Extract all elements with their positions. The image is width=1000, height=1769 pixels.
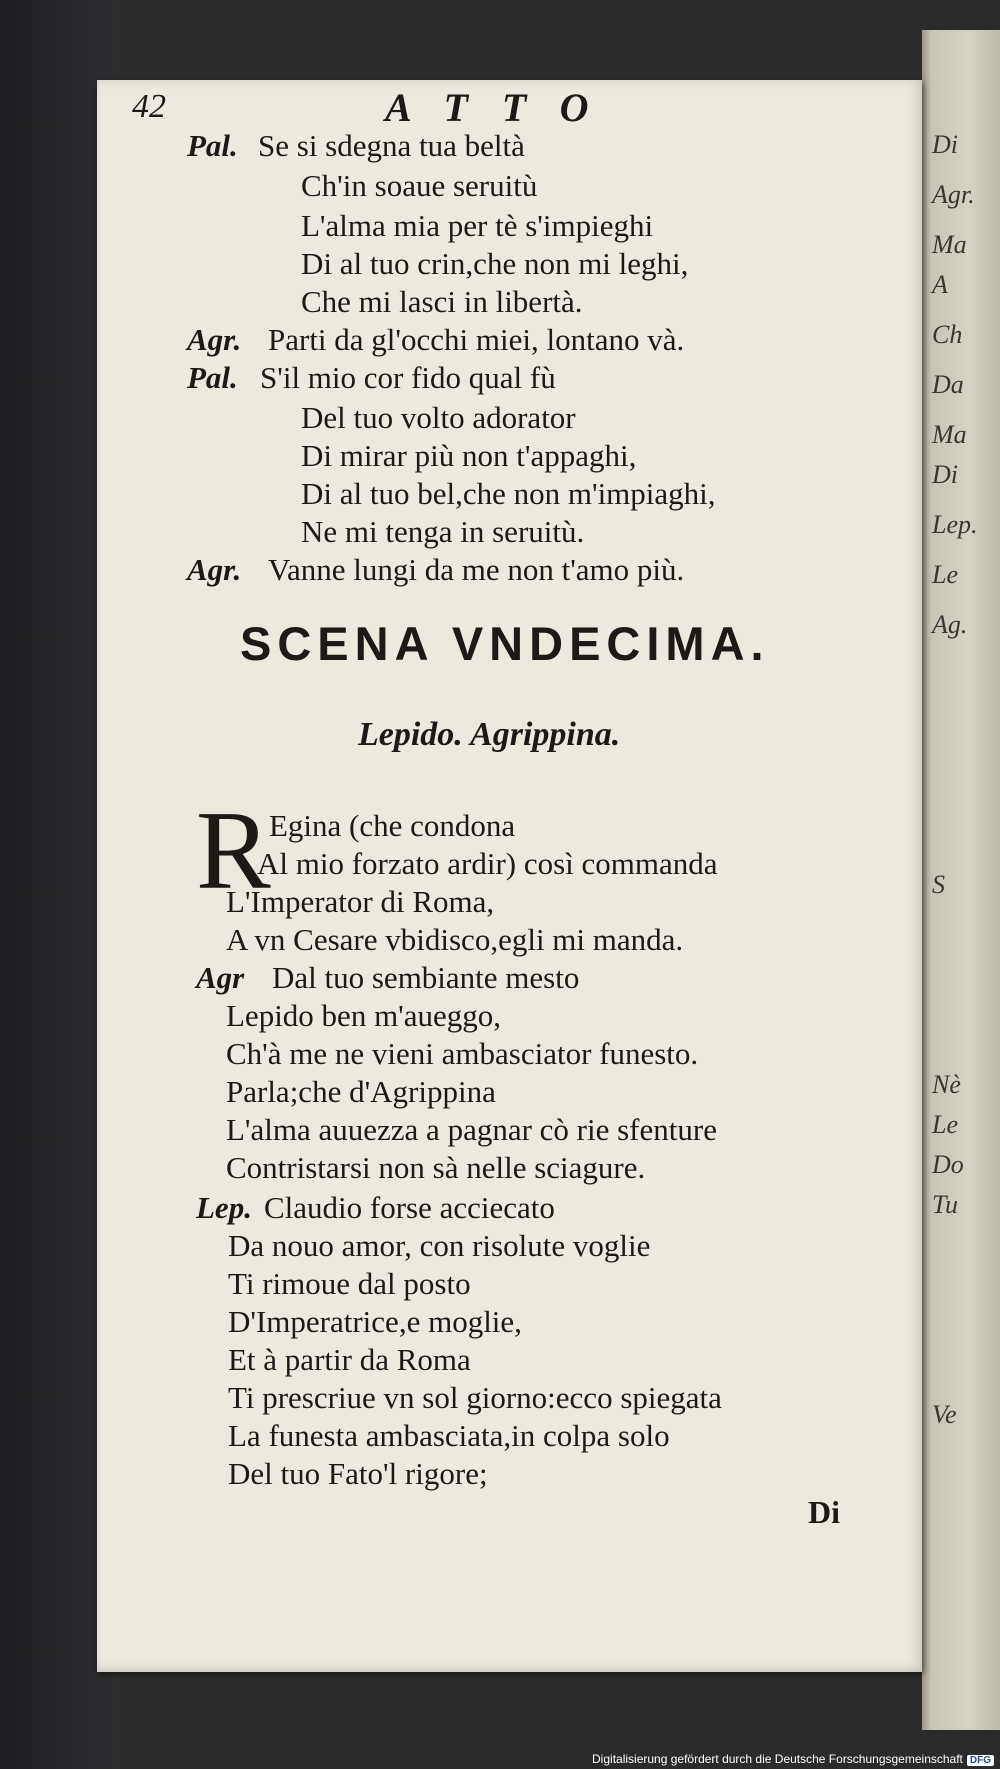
verse-text: Egina (che condona: [269, 808, 516, 843]
verse-text: Claudio forse acciecato: [264, 1190, 555, 1225]
facing-page-fragment: Ma: [932, 230, 967, 259]
facing-page-fragment: Agr.: [932, 180, 975, 209]
speaker-label: Pal.: [187, 360, 238, 395]
page-number: 42: [132, 88, 166, 125]
scene-heading: SCENA VNDECIMA.: [240, 617, 770, 670]
speaker-label: Agr: [196, 960, 245, 995]
speaker-label: Agr.: [187, 552, 242, 587]
facing-page-fragment: Lep.: [932, 510, 978, 539]
verse-text: Ti rimoue dal posto: [228, 1266, 471, 1301]
verse-text: Di al tuo crin,che non mi leghi,: [301, 246, 689, 281]
facing-page-fragment: Ag.: [932, 610, 968, 639]
facing-page-fragment: S: [932, 870, 945, 899]
verse-text: L'alma mia per tè s'impieghi: [301, 208, 654, 243]
verse-text: S'il mio cor fido qual fù: [260, 360, 556, 395]
footer-text: Digitalisierung gefördert durch die Deutsche Forschungsgemeinschaft: [592, 1752, 963, 1766]
facing-page-fragment: Do: [932, 1150, 964, 1179]
verse-text: Ch'in soaue seruitù: [301, 168, 538, 203]
drop-capital: R: [196, 789, 271, 913]
facing-page-fragment: Di: [932, 460, 958, 489]
scene-persons: Lepido. Agrippina.: [358, 716, 621, 753]
verse-text: Vanne lungi da me non t'amo più.: [268, 552, 685, 587]
dfg-logo: DFG: [967, 1755, 994, 1766]
running-head: ATTO: [385, 85, 623, 130]
verse-text: Al mio forzato ardir) così commanda: [257, 846, 718, 881]
speaker-label: Pal.: [187, 128, 238, 163]
verse-text: Di al tuo bel,che non m'impiaghi,: [301, 476, 716, 511]
verse-text: Contristarsi non sà nelle sciagure.: [226, 1150, 646, 1185]
speaker-label: Lep.: [196, 1190, 252, 1225]
verse-text: Se si sdegna tua beltà: [258, 128, 525, 163]
verse-text: La funesta ambasciata,in colpa solo: [228, 1418, 670, 1453]
verse-text: A vn Cesare vbidisco,egli mi manda.: [226, 922, 684, 957]
facing-page-edge: [922, 30, 1000, 1730]
facing-page-fragment: Le: [932, 1110, 958, 1139]
facing-page-fragment: Ma: [932, 420, 967, 449]
verse-text: L'Imperator di Roma,: [226, 884, 495, 919]
facing-page-fragment: Tu: [932, 1190, 959, 1219]
facing-page-fragment: Le: [932, 560, 958, 589]
verse-text: Et à partir da Roma: [228, 1342, 471, 1377]
verse-text: Ne mi tenga in seruitù.: [301, 514, 585, 549]
verse-text: Dal tuo sembiante mesto: [272, 960, 580, 995]
facing-page-fragment: Nè: [932, 1070, 961, 1099]
verse-text: Parti da gl'occhi miei, lontano và.: [268, 322, 685, 357]
digitization-footer: [592, 1752, 994, 1766]
facing-page-fragment: Ve: [932, 1400, 957, 1429]
catchword: Di: [808, 1494, 840, 1530]
speaker-label: Agr.: [187, 322, 242, 357]
verse-text: Ti prescriue vn sol giorno:ecco spiegata: [228, 1380, 722, 1415]
verse-text: Lepido ben m'aueggo,: [226, 998, 502, 1033]
facing-page-fragment: Ch: [932, 320, 963, 349]
verse-text: Da nouo amor, con risolute voglie: [228, 1228, 651, 1263]
verse-text: Del tuo Fato'l rigore;: [228, 1456, 488, 1491]
verse-text: L'alma auuezza a pagnar cò rie sfenture: [226, 1112, 717, 1147]
verse-text: Del tuo volto adorator: [301, 400, 576, 435]
verse-text: D'Imperatrice,e moglie,: [228, 1304, 522, 1339]
facing-page-fragment: Di: [932, 130, 958, 159]
verse-text: Ch'à me ne vieni ambasciator funesto.: [226, 1036, 699, 1071]
verse-text: Di mirar più non t'appaghi,: [301, 438, 637, 473]
verse-text: Parla;che d'Agrippina: [226, 1074, 496, 1109]
facing-page-fragment: A: [932, 270, 948, 299]
facing-page-fragment: Da: [932, 370, 964, 399]
verse-text: Che mi lasci in libertà.: [301, 284, 583, 319]
